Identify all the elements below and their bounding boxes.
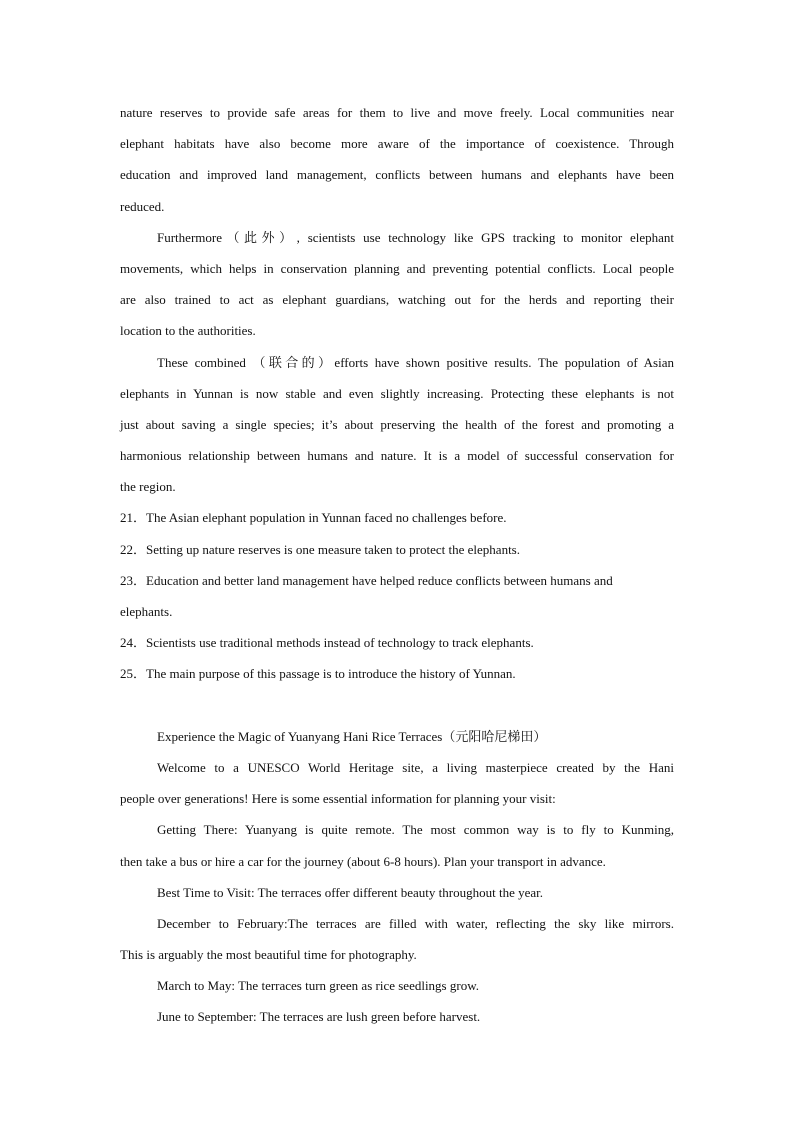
passage-line: are also trained to act as elephant guardians, watching out for the herds and reporting their [120, 292, 674, 308]
passage-elephants [120, 97, 674, 502]
paragraph-first-line: Furthermore（此外）, scientists use technology like GPS tracking to monitor elephant [157, 229, 674, 245]
paragraph-first-line: Best Time to Visit: The terraces offer different beauty throughout the year. [157, 884, 544, 900]
passage-line: reduced. [120, 198, 165, 214]
passage-line: This is arguably the most beautiful time for photography. [120, 947, 417, 963]
passage-line: then take a bus or hire a car for the journey (about 6-8 hours). Plan your transport in advance. [120, 853, 606, 869]
passage-line: people over generations! Here is some essential information for planning your visit: [120, 791, 556, 807]
passage-rice-terraces [120, 721, 674, 1033]
passage-line: location to the authorities. [120, 323, 256, 339]
passage-title: Experience the Magic of Yuanyang Hani Rice Terraces（元阳哈尼梯田） [157, 728, 547, 744]
paragraph-first-line: Getting There: Yuanyang is quite remote. The most common way is to fly to Kunming, [157, 822, 674, 838]
section-gap [120, 690, 674, 721]
paragraph-first-line: March to May: The terraces turn green as rice seedlings grow. [157, 978, 479, 994]
passage-line: the region. [120, 479, 176, 495]
page-content [120, 97, 674, 1033]
question-item: 24．Scientists use traditional methods instead of technology to track elephants. [120, 635, 534, 651]
passage-line: just about saving a single species; it’s about preserving the health of the forest and promoting a [120, 416, 674, 432]
paragraph-first-line: June to September: The terraces are lush green before harvest. [157, 1009, 481, 1025]
passage-line: elephants in Yunnan is now stable and even slightly increasing. Protecting these elephants is not [120, 385, 674, 401]
question-item: 23．Education and better land management have helped reduce conflicts between humans and [120, 572, 613, 588]
question-item: 22．Setting up nature reserves is one measure taken to protect the elephants. [120, 541, 520, 557]
question-item: 21．The Asian elephant population in Yunnan faced no challenges before. [120, 510, 507, 526]
passage-line: movements, which helps in conservation planning and preventing potential conflicts. Local people [120, 260, 674, 276]
paragraph-first-line: These combined （联合的）efforts have shown positive results. The population of Asian [157, 354, 674, 370]
passage-line: nature reserves to provide safe areas for them to live and move freely. Local communities near [120, 105, 674, 120]
passage-line: elephant habitats have also become more aware of the importance of coexistence. Through [120, 136, 674, 152]
question-item-continuation: elephants. [120, 604, 173, 619]
passage-line: education and improved land management, conflicts between humans and elephants have been [120, 167, 674, 183]
question-item: 25．The main purpose of this passage is to introduce the history of Yunnan. [120, 666, 516, 682]
passage-line: harmonious relationship between humans and nature. It is a model of successful conservation for [120, 448, 674, 464]
paragraph-first-line: Welcome to a UNESCO World Heritage site, a living masterpiece created by the Hani [157, 759, 674, 775]
question-list [120, 502, 674, 689]
paragraph-first-line: December to February:The terraces are filled with water, reflecting the sky like mirrors. [157, 915, 674, 931]
